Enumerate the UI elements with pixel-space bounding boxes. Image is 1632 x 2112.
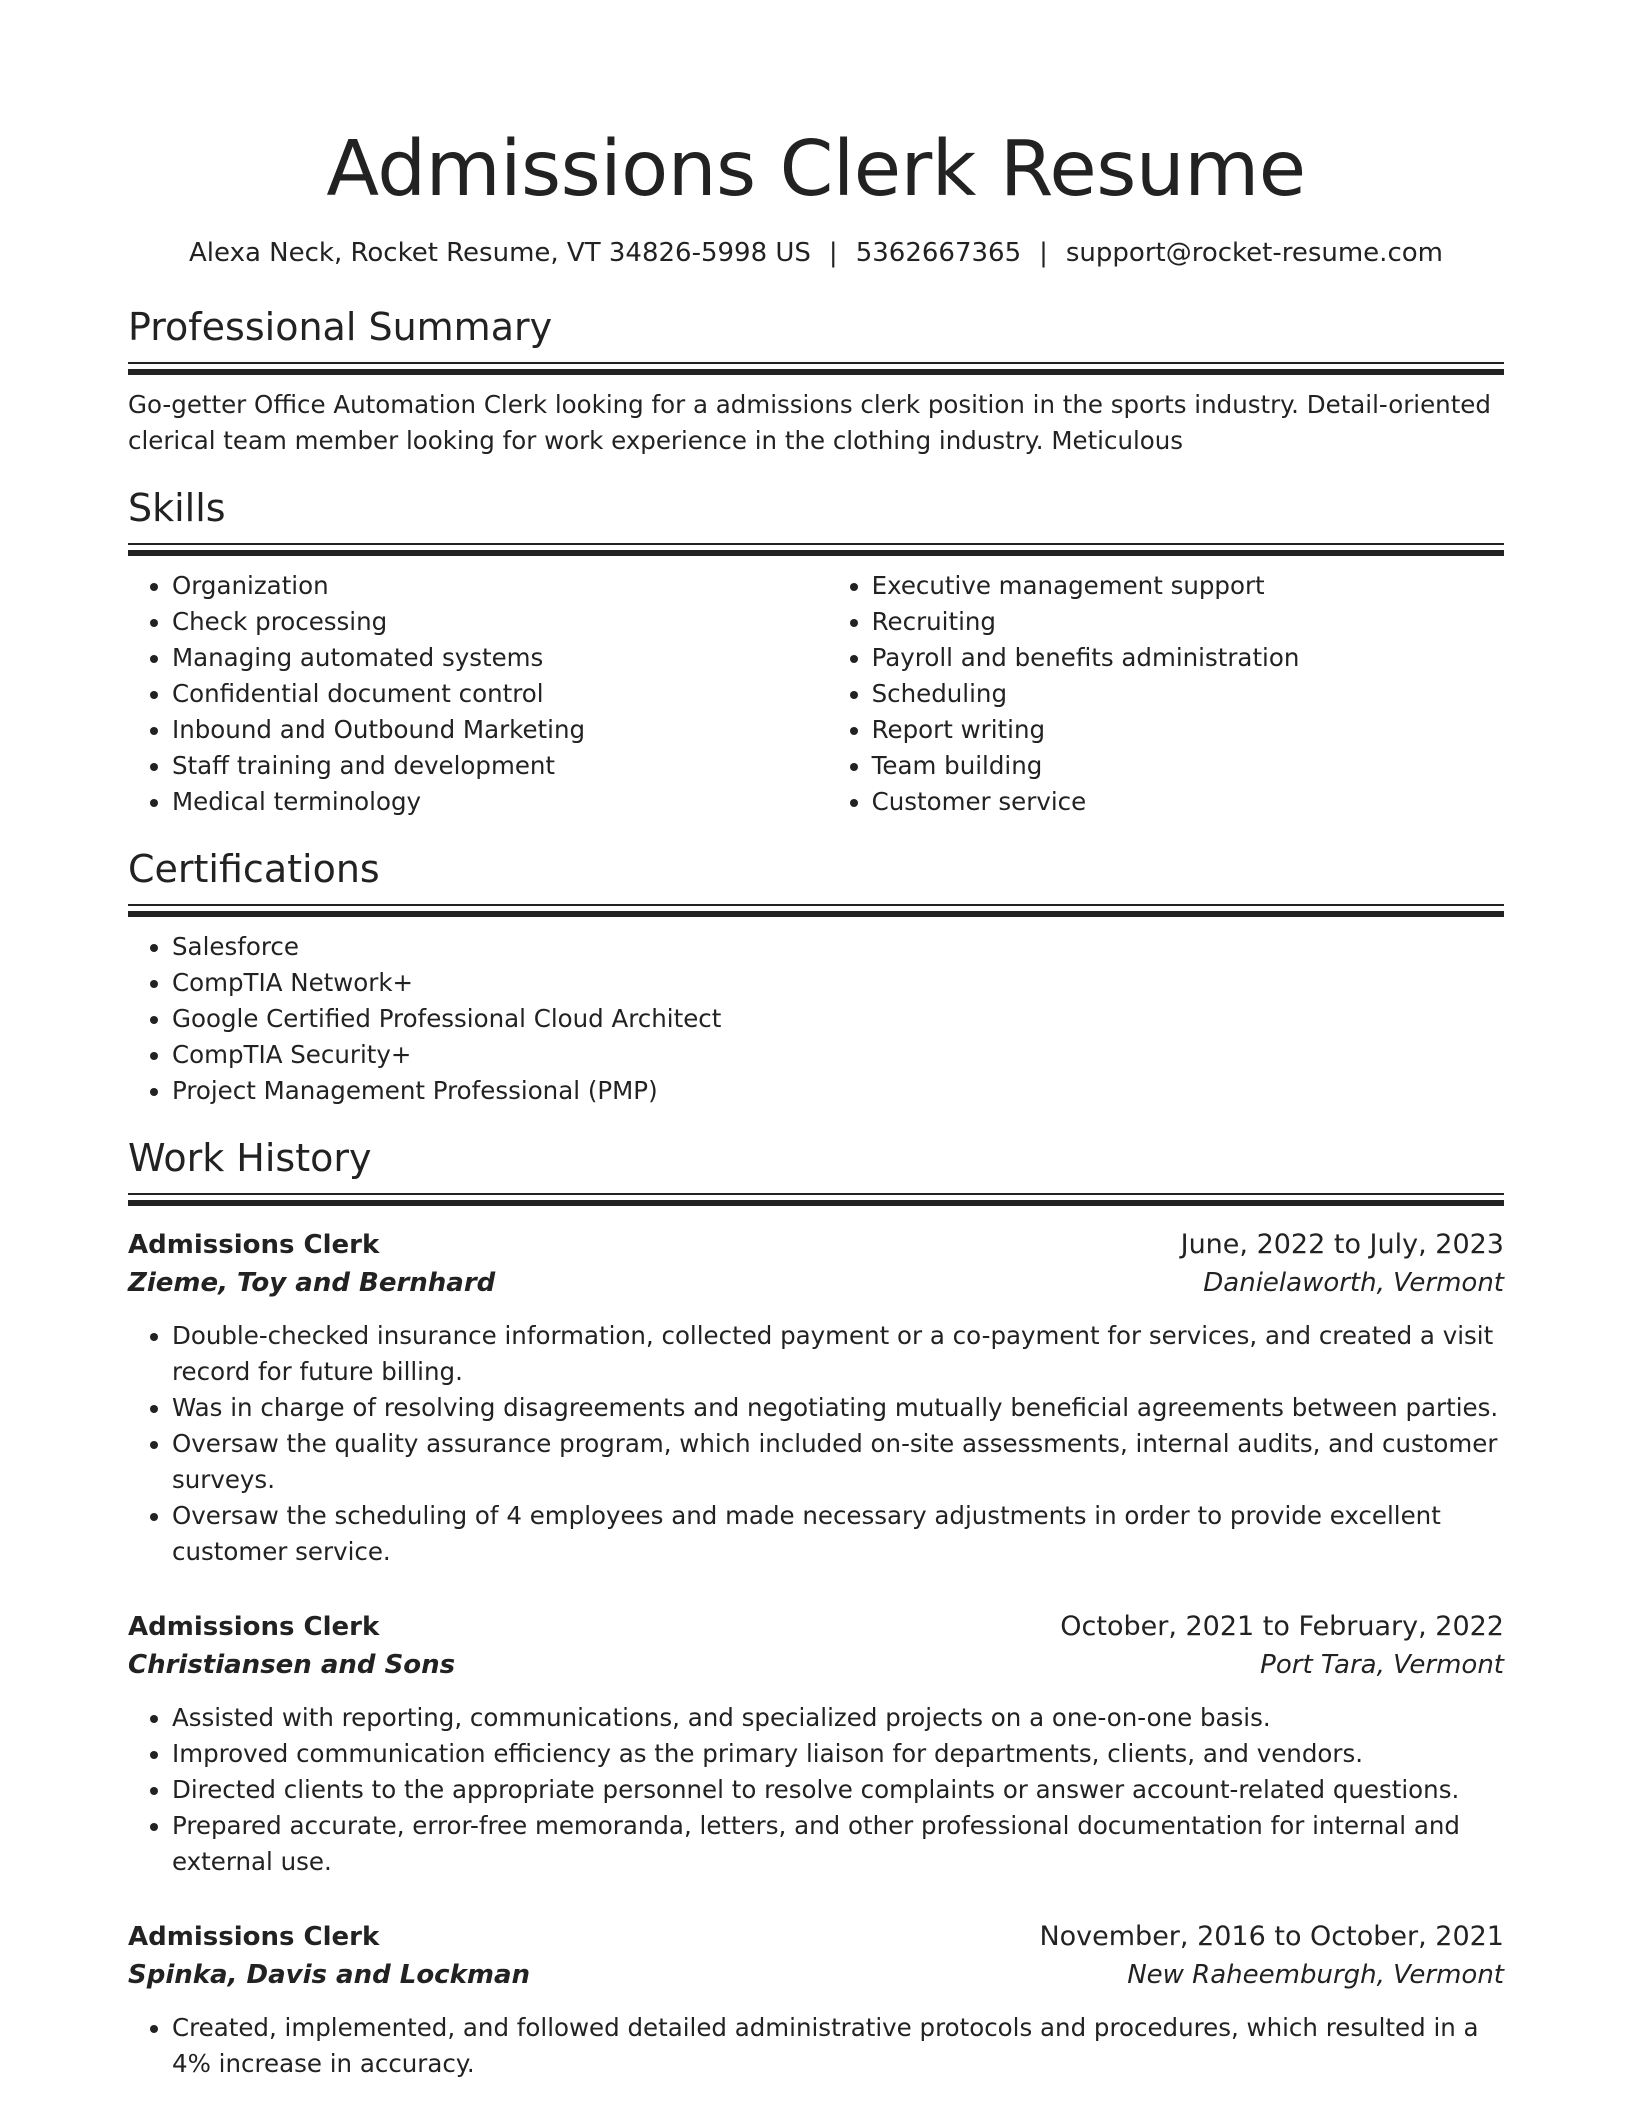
certification-item: • Google Certified Professional Cloud Architect <box>172 1001 1504 1037</box>
skill-item: • Medical terminology <box>172 784 828 820</box>
skills-columns <box>128 568 1504 820</box>
certification-item: • Project Management Professional (PMP) <box>172 1073 1504 1109</box>
summary-text: Go-getter Office Automation Clerk looking for a admissions clerk position in the sports industry. Detail-oriented clerical team member looking for work experience in the clothing industry. Meticulous <box>128 390 1491 455</box>
skills-section <box>128 485 1504 820</box>
job-duty: • Prepared accurate, error-free memoranda, letters, and other professional documentation for internal and external use. <box>172 1808 1504 1880</box>
job-title: Admissions Clerk <box>128 1922 380 1952</box>
skill-item: • Check processing <box>172 604 828 640</box>
job-title: Admissions Clerk <box>128 1230 380 1260</box>
job-duties-list <box>128 1318 1504 1570</box>
work-history-section <box>128 1135 1504 2082</box>
section-divider <box>128 362 1504 375</box>
certifications-heading: Certifications <box>128 847 380 891</box>
skill-item: • Recruiting <box>872 604 1504 640</box>
contact-address: Alexa Neck, Rocket Resume, VT 34826-5998 US <box>189 238 811 268</box>
job-company: Spinka, Davis and Lockman <box>128 1960 531 1990</box>
skills-list-left <box>128 568 828 820</box>
job-entry <box>128 1608 1504 1880</box>
contact-phone: 5362667365 <box>855 238 1022 268</box>
skill-item: • Staff training and development <box>172 748 828 784</box>
resume-page <box>128 0 1504 2082</box>
job-dates: October, 2021 to February, 2022 <box>1060 1611 1504 1642</box>
job-duty: • Improved communication efficiency as the primary liaison for departments, clients, and vendors. <box>172 1736 1504 1772</box>
certification-item: • CompTIA Security+ <box>172 1037 1504 1073</box>
skill-item: • Scheduling <box>872 676 1504 712</box>
certification-item: • CompTIA Network+ <box>172 965 1504 1001</box>
job-location: Danielaworth, Vermont <box>1203 1268 1504 1298</box>
job-duty: • Oversaw the quality assurance program, which included on-site assessments, internal audits, and customer surveys. <box>172 1426 1504 1498</box>
skills-list-right <box>828 568 1504 820</box>
job-dates: June, 2022 to July, 2023 <box>1180 1229 1504 1260</box>
job-title: Admissions Clerk <box>128 1612 380 1642</box>
job-company: Zieme, Toy and Bernhard <box>128 1268 496 1298</box>
resume-title: Admissions Clerk Resume <box>326 125 1306 214</box>
certification-item: • Salesforce <box>172 929 1504 965</box>
job-location: New Raheemburgh, Vermont <box>1127 1960 1504 1990</box>
skill-item: • Team building <box>872 748 1504 784</box>
work-history-heading: Work History <box>128 1136 372 1180</box>
job-duties-list <box>128 2010 1504 2082</box>
skill-item: • Organization <box>172 568 828 604</box>
summary-heading: Professional Summary <box>128 305 553 349</box>
job-duty: • Double-checked insurance information, collected payment or a co-payment for services, and created a visit record for future billing. <box>172 1318 1504 1390</box>
skills-heading: Skills <box>128 486 226 530</box>
job-duty: • Created, implemented, and followed detailed administrative protocols and procedures, which resulted in a 4% increase in accuracy. <box>172 2010 1504 2082</box>
contact-separator: | <box>1039 238 1048 268</box>
job-duty: • Directed clients to the appropriate personnel to resolve complaints or answer account-related questions. <box>172 1772 1504 1808</box>
skill-item: • Payroll and benefits administration <box>872 640 1504 676</box>
skill-item: • Managing automated systems <box>172 640 828 676</box>
job-dates: November, 2016 to October, 2021 <box>1039 1921 1504 1952</box>
section-divider <box>128 904 1504 917</box>
job-entry <box>128 1918 1504 2082</box>
skill-item: • Inbound and Outbound Marketing <box>172 712 828 748</box>
job-company: Christiansen and Sons <box>128 1650 456 1680</box>
certifications-list <box>128 929 1504 1109</box>
job-duty: • Oversaw the scheduling of 4 employees and made necessary adjustments in order to provide excellent customer service. <box>172 1498 1504 1570</box>
summary-section <box>128 304 1504 459</box>
job-duty: • Was in charge of resolving disagreements and negotiating mutually beneficial agreements between parties. <box>172 1390 1504 1426</box>
section-divider <box>128 1193 1504 1206</box>
skill-item: • Executive management support <box>872 568 1504 604</box>
skill-item: • Customer service <box>872 784 1504 820</box>
job-duties-list <box>128 1700 1504 1880</box>
job-entry <box>128 1226 1504 1570</box>
contact-line <box>128 236 1504 270</box>
certifications-section <box>128 846 1504 1109</box>
skill-item: • Confidential document control <box>172 676 828 712</box>
job-location: Port Tara, Vermont <box>1260 1650 1504 1680</box>
contact-separator: | <box>828 238 838 268</box>
contact-email: support@rocket-resume.com <box>1065 238 1443 268</box>
job-duty: • Assisted with reporting, communications, and specialized projects on a one-on-one basis. <box>172 1700 1504 1736</box>
skill-item: • Report writing <box>872 712 1504 748</box>
section-divider <box>128 543 1504 556</box>
